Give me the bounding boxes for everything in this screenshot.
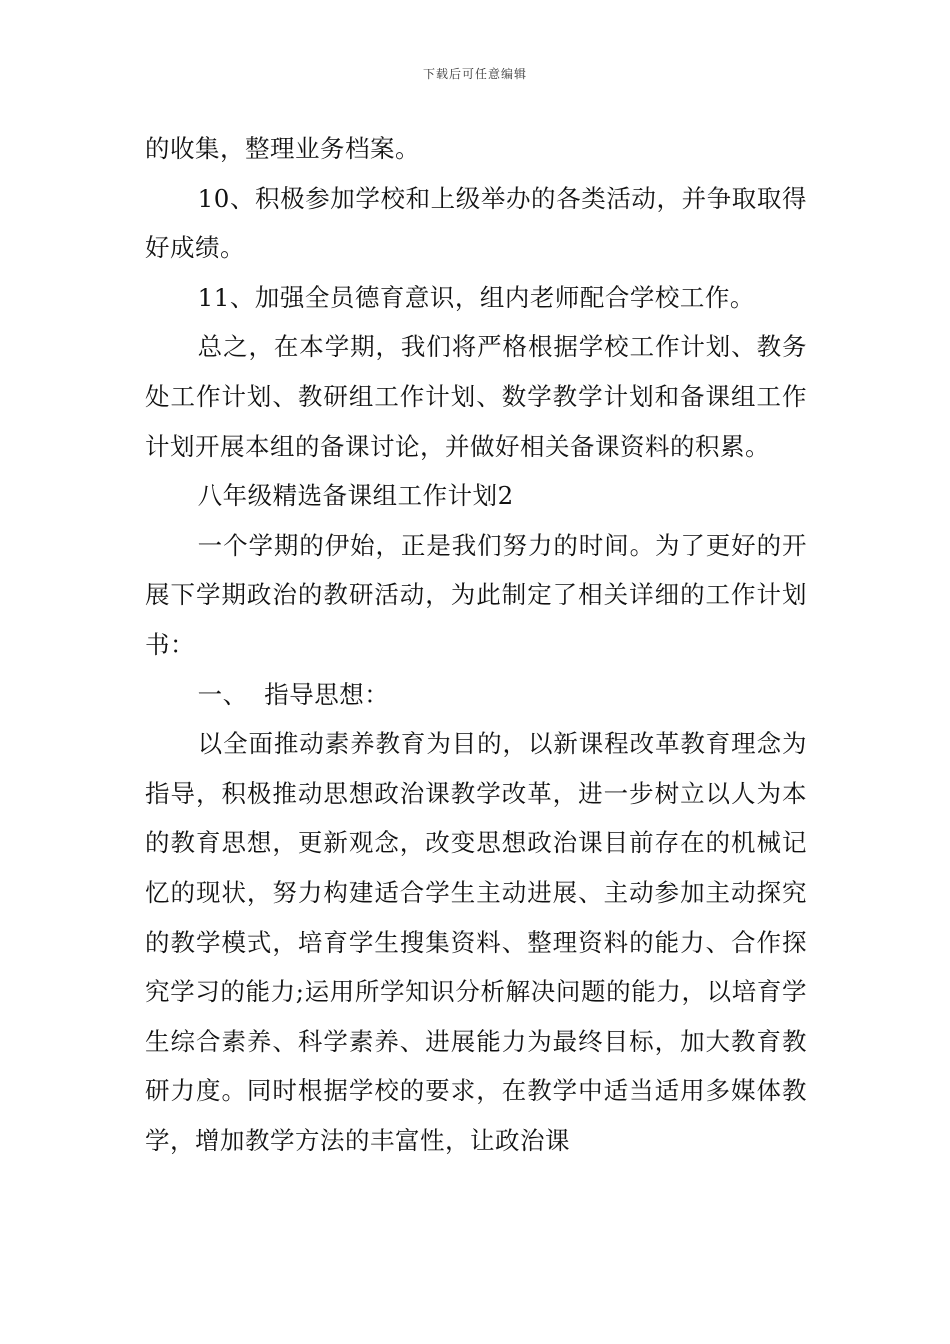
paragraph-archive-end: 的收集，整理业务档案。 [145, 134, 420, 163]
paragraph-summary: 总之，在本学期，我们将严格根据学校工作计划、教务处工作计划、教研组工作计划、数学教学计划和备课组工作计划开展本组的备课讨论，并做好相关备课资料的积累。 [145, 332, 807, 461]
subheading-guiding-thought: 一、 指导思想： [197, 679, 390, 709]
paragraph-item-10: 10、积极参加学校和上级举办的各类活动，并争取取得好成绩。 [145, 183, 807, 263]
paragraph-item-11: 11、加强全员德育意识，组内老师配合学校工作。 [197, 282, 755, 312]
paragraph-guiding-thought: 以全面推动素养教育为目的，以新课程改革教育理念为指导，积极推动思想政治课教学改革，进一步树立以人为本的教育思想，更新观念，改变思想政治课目前存在的机械记忆的现状，努力构建适合学生主动进展、主动参加主动探究的教学模式，培育学生搜集资料、整理资料的能力、合作探究学习的能力;运用所学知识分析解决问题的能力，以培育学生综合素养、科学素养、进展能力为最终目标，加大教育教研力度。同时根据学校的要求，在教学中适当适用多媒体教学，增加教学方法的丰富性，让政治课 [145, 729, 807, 1155]
section-title: 八年级精选备课组工作计划2 [197, 481, 514, 511]
document-body [145, 124, 807, 1165]
page-header-note: 下载后可任意编辑 [422, 67, 527, 81]
paragraph-intro: 一个学期的伊始，正是我们努力的时间。为了更好的开展下学期政治的教研活动，为此制定了相关详细的工作计划书： [145, 530, 807, 659]
